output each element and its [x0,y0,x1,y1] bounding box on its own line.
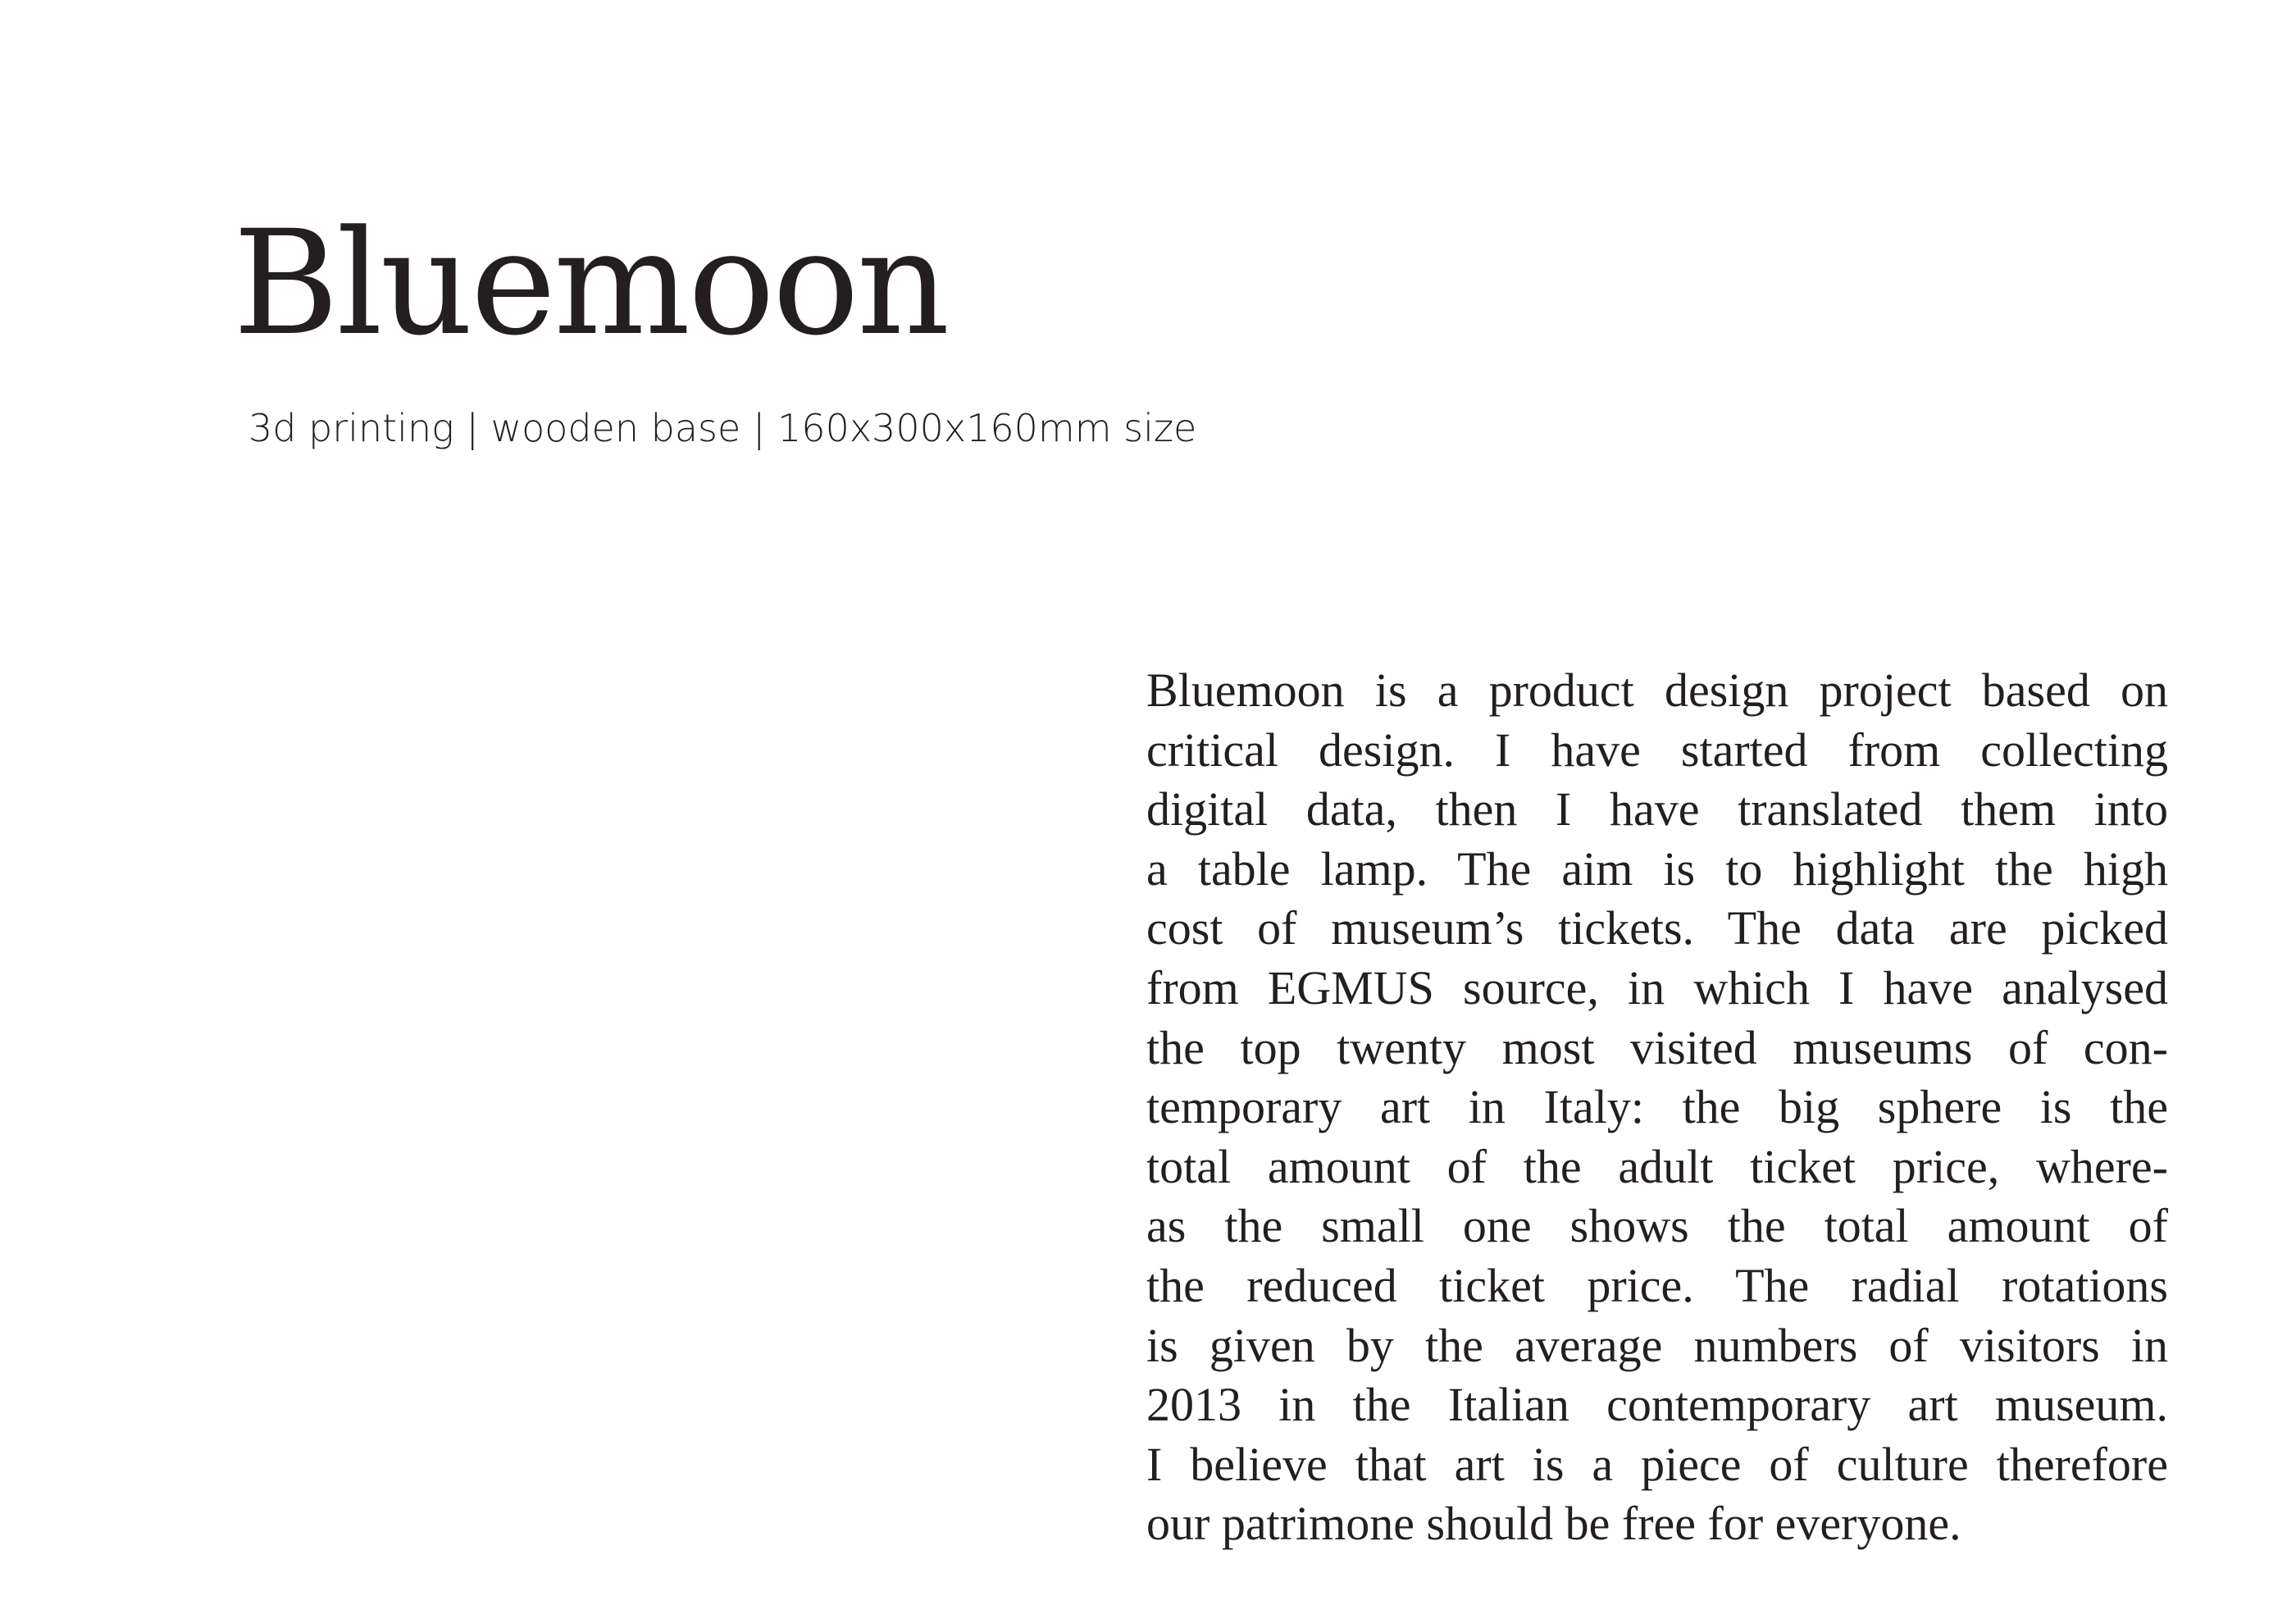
description-line: a table lamp. The aim is to highlight the high [1146,841,2168,896]
description-line: our patrimone should be free for everyone. [1146,1497,1961,1551]
description-line: digital data, then I have translated them into [1146,782,2168,837]
description-line: Bluemoon is a product design project based on [1146,663,2168,717]
page-subtitle: 3d printing | wooden base | 160x300x160mm size [248,406,1197,450]
description-line: as the small one shows the total amount of [1146,1199,2168,1253]
description-line: the top twenty most visited museums of con- [1146,1020,2168,1074]
page-title: Bluemoon [233,199,948,367]
description-line: from EGMUS source, in which I have analysed [1146,960,2168,1014]
project-description [1146,661,2168,1554]
description-line: total amount of the adult ticket price, where- [1146,1139,2168,1193]
description-line: critical design. I have started from collecting [1146,723,2168,777]
description-line: 2013 in the Italian contemporary art museum. [1146,1378,2168,1432]
description-line: the reduced ticket price. The radial rotations [1146,1258,2168,1312]
description-line: temporary art in Italy: the big sphere is the [1146,1080,2168,1134]
description-line: I believe that art is a piece of culture therefore [1146,1437,2168,1491]
description-line: is given by the average numbers of visitors in [1146,1318,2168,1372]
description-line: cost of museum’s tickets. The data are picked [1146,901,2168,955]
